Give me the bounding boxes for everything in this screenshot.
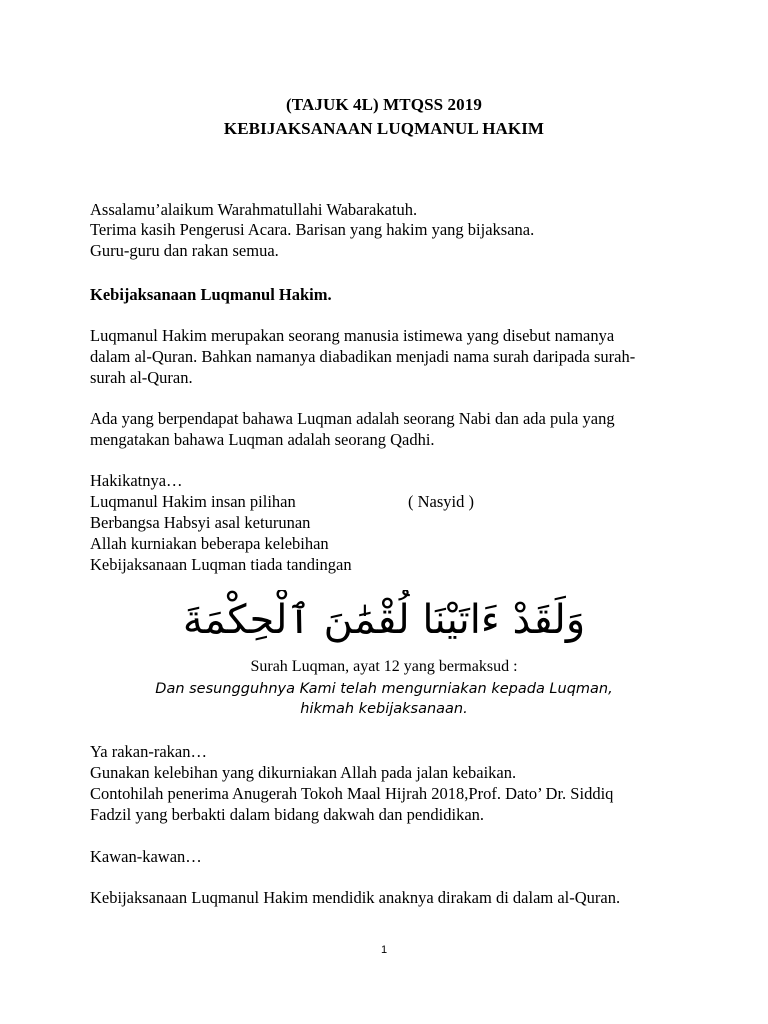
friends-call: Kawan-kawan…: [90, 847, 202, 866]
section-subtitle: Kebijaksanaan Luqmanul Hakim.: [90, 285, 332, 304]
arabic-verse: وَلَقَدْ ءَاتَيْنَا لُقْمَٰنَ ٱلْحِكْمَةَ: [182, 597, 586, 643]
title-line-2: KEBIJAKSANAAN LUQMANUL HAKIM: [223, 119, 545, 138]
title-line-1: (TAJUK 4L) MTQSS 2019: [286, 95, 482, 114]
final-line: Kebijaksanaan Luqmanul Hakim mendidik anaknya dirakam di dalam al-Quran.: [90, 888, 621, 907]
nasyid-intro: Hakikatnya…: [90, 471, 183, 490]
page-number: 1: [380, 944, 388, 956]
verse-meaning-line-1: Dan sesungguhnya Kami telah mengurniakan kepada Luqman,: [155, 681, 613, 697]
greeting-line-3: Guru-guru dan rakan semua.: [90, 241, 279, 260]
paragraph-1-line-2: dalam al-Quran. Bahkan namanya diabadikan menjadi nama surah daripada surah-: [90, 347, 636, 366]
verse-meaning-line-2: hikmah kebijaksanaan.: [300, 701, 468, 717]
closing-line-3: Fadzil yang berbakti dalam bidang dakwah dan pendidikan.: [90, 805, 485, 824]
closing-line-2: Contohilah penerima Anugerah Tokoh Maal Hijrah 2018,Prof. Dato’ Dr. Siddiq: [90, 784, 614, 803]
nasyid-line-2: Berbangsa Habsyi asal keturunan: [90, 513, 311, 532]
closing-line-1: Gunakan kelebihan yang dikurniakan Allah pada jalan kebaikan.: [90, 763, 517, 782]
paragraph-1-line-1: Luqmanul Hakim merupakan seorang manusia istimewa yang disebut namanya: [90, 326, 615, 345]
verse-reference: Surah Luqman, ayat 12 yang bermaksud :: [250, 658, 518, 675]
nasyid-label: ( Nasyid ): [408, 492, 474, 511]
paragraph-2-line-1: Ada yang berpendapat bahawa Luqman adalah seorang Nabi dan ada pula yang: [90, 409, 615, 428]
closing-call: Ya rakan-rakan…: [90, 742, 207, 761]
paragraph-2-line-2: mengatakan bahawa Luqman adalah seorang Qadhi.: [90, 430, 435, 449]
greeting-line-2: Terima kasih Pengerusi Acara. Barisan yang hakim yang bijaksana.: [90, 220, 535, 239]
greeting-line-1: Assalamu’alaikum Warahmatullahi Wabarakatuh.: [90, 200, 418, 219]
nasyid-line-4: Kebijaksanaan Luqman tiada tandingan: [90, 555, 352, 574]
nasyid-line-1: Luqmanul Hakim insan pilihan: [90, 492, 296, 511]
nasyid-line-3: Allah kurniakan beberapa kelebihan: [90, 534, 329, 553]
paragraph-1-line-3: surah al-Quran.: [90, 368, 193, 387]
